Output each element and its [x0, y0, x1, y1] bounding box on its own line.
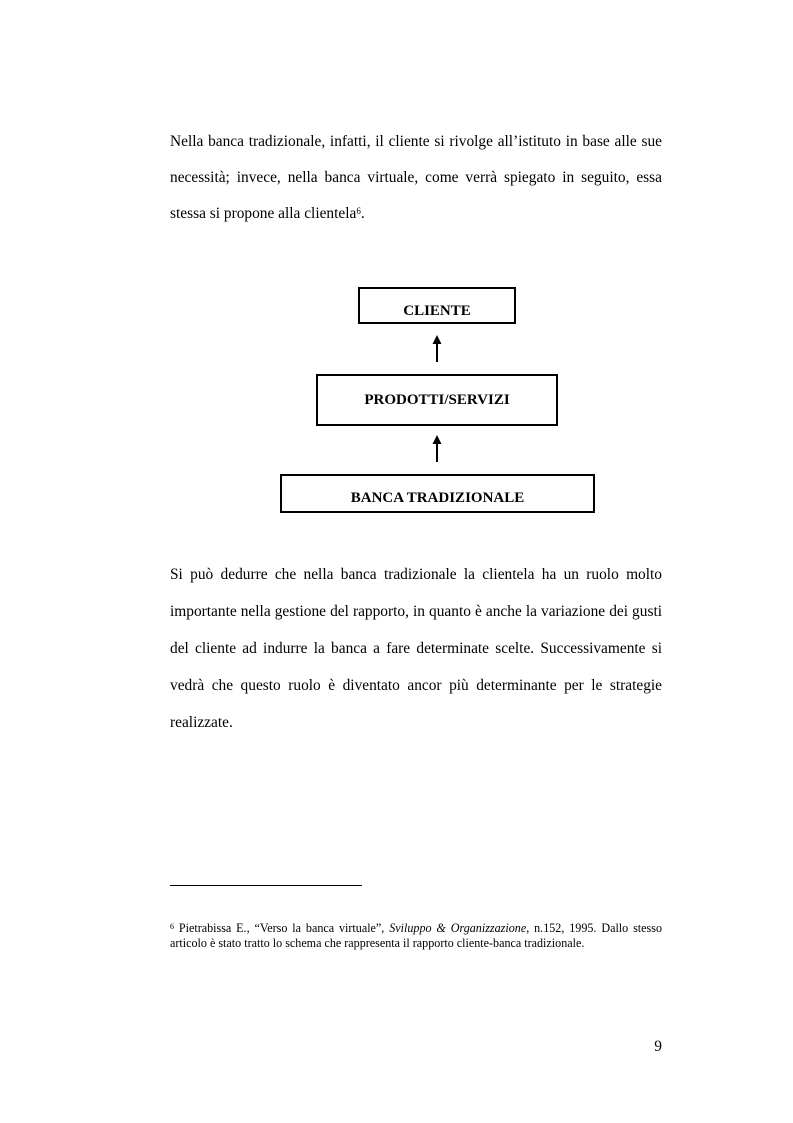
diagram-label-banca-tradizionale: BANCA TRADIZIONALE — [350, 490, 525, 506]
diagram-box-banca-tradizionale — [280, 474, 595, 513]
footnote-text-before: Pietrabissa E., “Verso la banca virtuale”, — [174, 921, 390, 935]
diagram-label-prodotti-servizi: PRODOTTI/SERVIZI — [364, 391, 510, 408]
footnote-reference[interactable]: 6 — [356, 206, 361, 216]
paragraph-intro-end: . — [360, 205, 365, 222]
arrow-up-icon — [430, 335, 444, 363]
diagram-label-cliente: CLIENTE — [403, 303, 471, 319]
footnote-journal-title: Sviluppo & Organizzazione, — [389, 921, 530, 935]
diagram-box-prodotti-servizi — [316, 374, 558, 426]
diagram-box-cliente — [358, 287, 516, 324]
footnote — [170, 921, 662, 951]
page-number: 9 — [654, 1038, 662, 1055]
paragraph-intro-text: Nella banca tradizionale, infatti, il cliente si rivolge all’istituto in base alle sue necessità; invece, nella banca virtuale, come verrà spiegato in seguito, essa stessa si propone alla clientela — [170, 133, 662, 222]
arrow-up-icon — [430, 435, 444, 463]
footnote-divider — [170, 885, 362, 886]
paragraph-intro — [170, 124, 662, 232]
paragraph-conclusion: Si può dedurre che nella banca tradizionale la clientela ha un ruolo molto importante nella gestione del rapporto, in quanto è anche la variazione dei gusti del cliente ad indurre la banca a fare determinate scelte. Successivamente si vedrà che questo ruolo è diventato ancor più determinante per le strategie realizzate. — [170, 566, 662, 731]
footnote-text-after: n.152, 1995. Dallo stesso articolo è stato tratto lo schema che rappresenta il rapporto cliente-banca tradizionale. — [170, 921, 662, 950]
footnote-number: 6 — [170, 922, 174, 931]
